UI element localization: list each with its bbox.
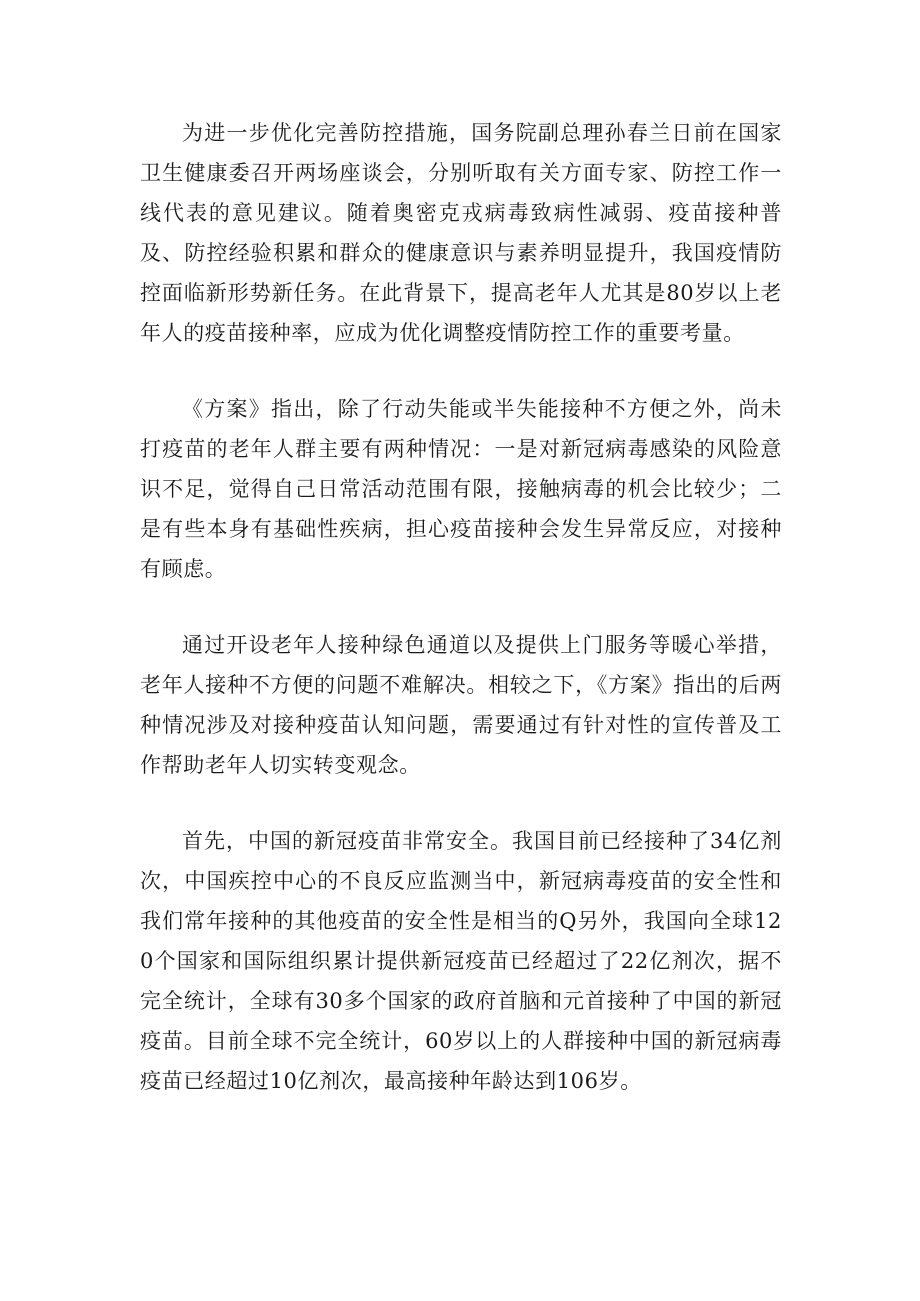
article-body [140,113,782,1101]
paragraph-2: 《方案》指出，除了行动失能或半失能接种不方便之外，尚未打疫苗的老年人群主要有两种情况：一是对新冠病毒感染的风险意识不足，觉得自己日常活动范围有限，接触病毒的机会比较少；二是有些本身有基础性疾病，担心疫苗接种会发生异常反应，对接种有顾虑。 [140,397,782,581]
paragraph-4: 首先，中国的新冠疫苗非常安全。我国目前已经接种了34亿剂次，中国疾控中心的不良反应监测当中，新冠病毒疫苗的安全性和我们常年接种的其他疫苗的安全性是相当的Q另外，我国向全球120个国家和国际组织累计提供新冠疫苗已经超过了22亿剂次，据不完全统计，全球有30多个国家的政府首脑和元首接种了中国的新冠疫苗。目前全球不完全统计，60岁以上的人群接种中国的新冠病毒疫苗已经超过10亿剂次，最高接种年龄达到106岁。 [140,829,782,1093]
paragraph-1: 为进一步优化完善防控措施，国务院副总理孙春兰日前在国家卫生健康委召开两场座谈会，分别听取有关方面专家、防控工作一线代表的意见建议。随着奥密克戎病毒致病性减弱、疫苗接种普及、防控经验积累和群众的健康意识与素养明显提升，我国疫情防控面临新形势新任务。在此背景下，提高老年人尤其是80岁以上老年人的疫苗接种率，应成为优化调整疫情防控工作的重要考量。 [140,121,782,345]
paragraph-3: 通过开设老年人接种绿色通道以及提供上门服务等暖心举措，老年人接种不方便的问题不难解决。相较之下，《方案》指出的后两种情况涉及对接种疫苗认知问题，需要通过有针对性的宣传普及工作帮助老年人切实转变观念。 [140,633,782,777]
